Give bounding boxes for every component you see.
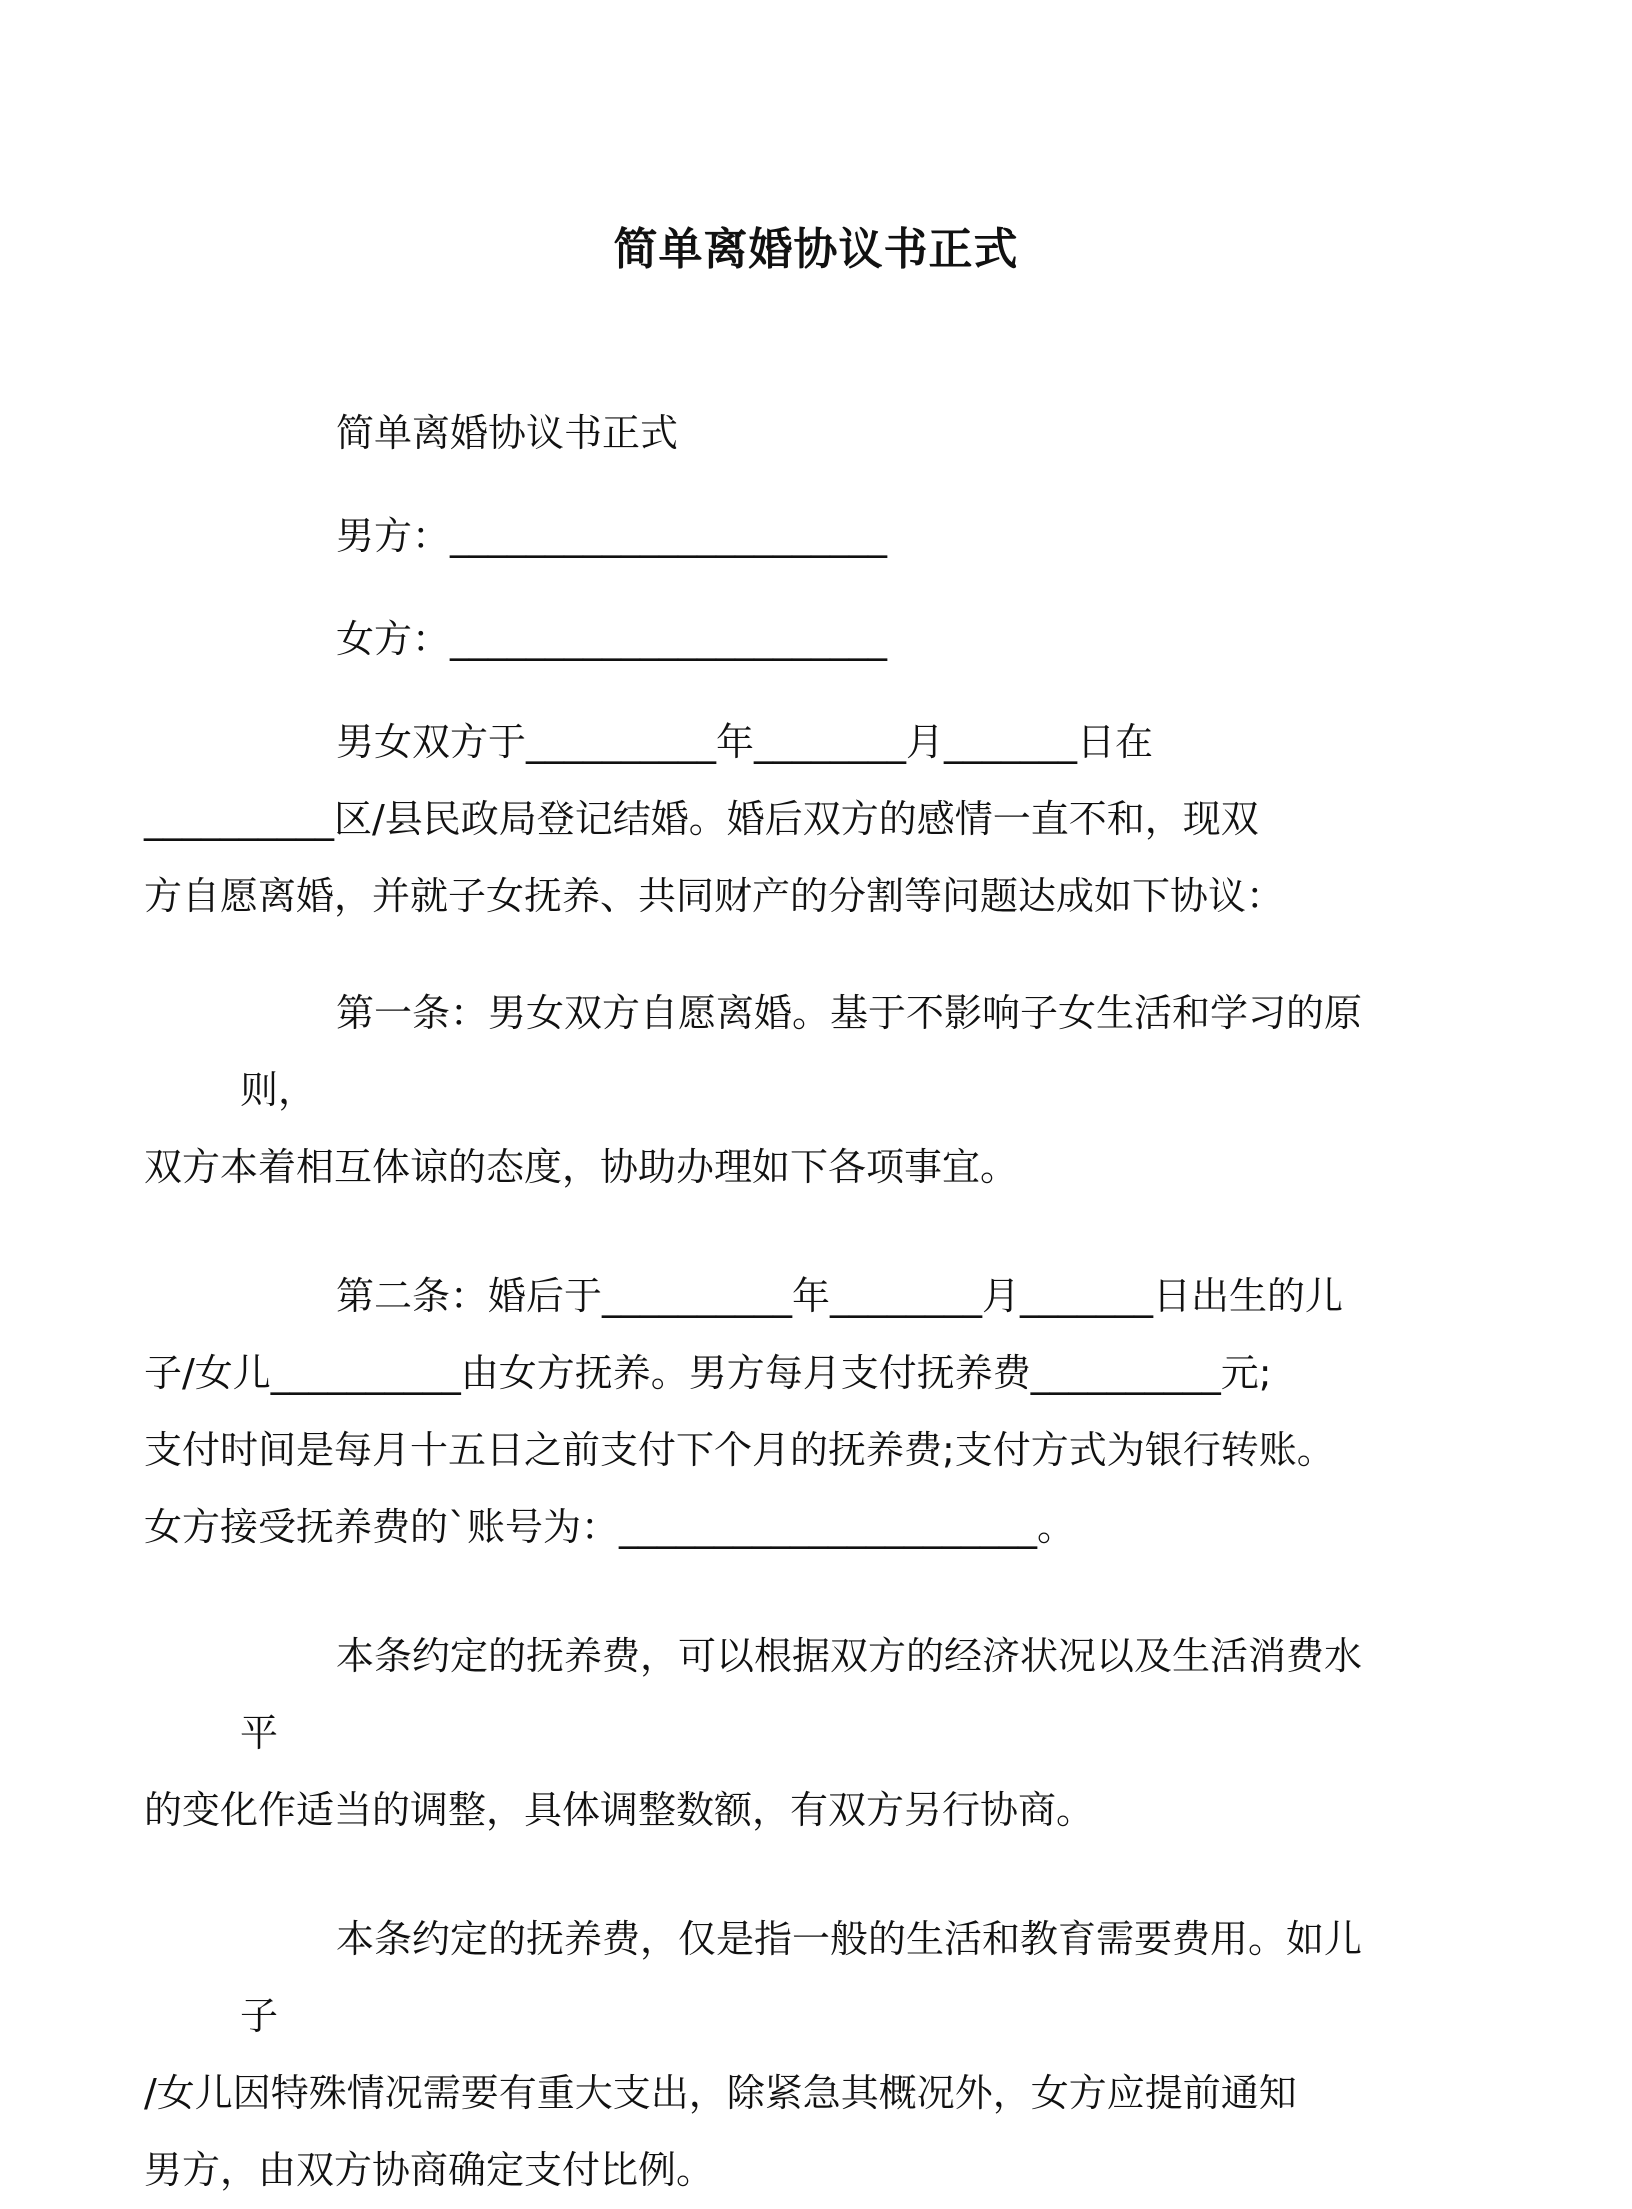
- article-2-line: 支付时间是每月十五日之前支付下个月的抚养费;支付方式为银行转账。: [144, 1428, 1335, 1472]
- article-2-line: 子/女儿__________由女方抚养。男方每月支付抚养费__________元;: [144, 1351, 1272, 1395]
- adjustment-clause-line: 的变化作适当的调整，具体调整数额，有双方另行协商。: [144, 1788, 1095, 1832]
- intro-line: 男女双方于__________年________月_______日在: [336, 720, 1154, 764]
- male-party-line: 男方：_______________________: [336, 514, 888, 558]
- article-2-paragraph: [144, 1258, 1392, 1566]
- article-1-line: 双方本着相互体谅的态度，协助办理如下各项事宜。: [144, 1145, 1019, 1189]
- female-party-line: 女方：_______________________: [336, 617, 888, 661]
- scope-clause-line: /女儿因特殊情况需要有重大支出，除紧急其概况外，女方应提前通知: [144, 2071, 1297, 2115]
- document-body: [144, 395, 1392, 2209]
- intro-paragraph: [144, 704, 1392, 935]
- article-2-line: 第二条：婚后于__________年________月_______日出生的儿: [336, 1274, 1344, 1318]
- adjustment-clause-paragraph: [144, 1618, 1392, 1849]
- scope-clause-line: 本条约定的抚养费，仅是指一般的生活和教育需要费用。如儿子: [240, 1917, 1363, 2038]
- document-subtitle: 简单离婚协议书正式: [336, 411, 679, 455]
- scope-clause-line: 男方，由双方协商确定支付比例。: [144, 2148, 715, 2192]
- scope-clause-paragraph: [144, 1901, 1392, 2209]
- adjustment-clause-line: 本条约定的抚养费，可以根据双方的经济状况以及生活消费水平: [240, 1634, 1363, 1755]
- article-2-line: 女方接受抚养费的`账号为：______________________。: [144, 1505, 1076, 1549]
- intro-line: __________区/县民政局登记结婚。婚后双方的感情一直不和，现双: [144, 797, 1259, 841]
- document-title: 简单离婚协议书正式: [613, 224, 1019, 275]
- article-1-paragraph: [144, 975, 1392, 1206]
- intro-line: 方自愿离婚，并就子女抚养、共同财产的分割等问题达成如下协议：: [144, 874, 1285, 918]
- article-1-line: 第一条：男女双方自愿离婚。基于不影响子女生活和学习的原则，: [240, 991, 1363, 1112]
